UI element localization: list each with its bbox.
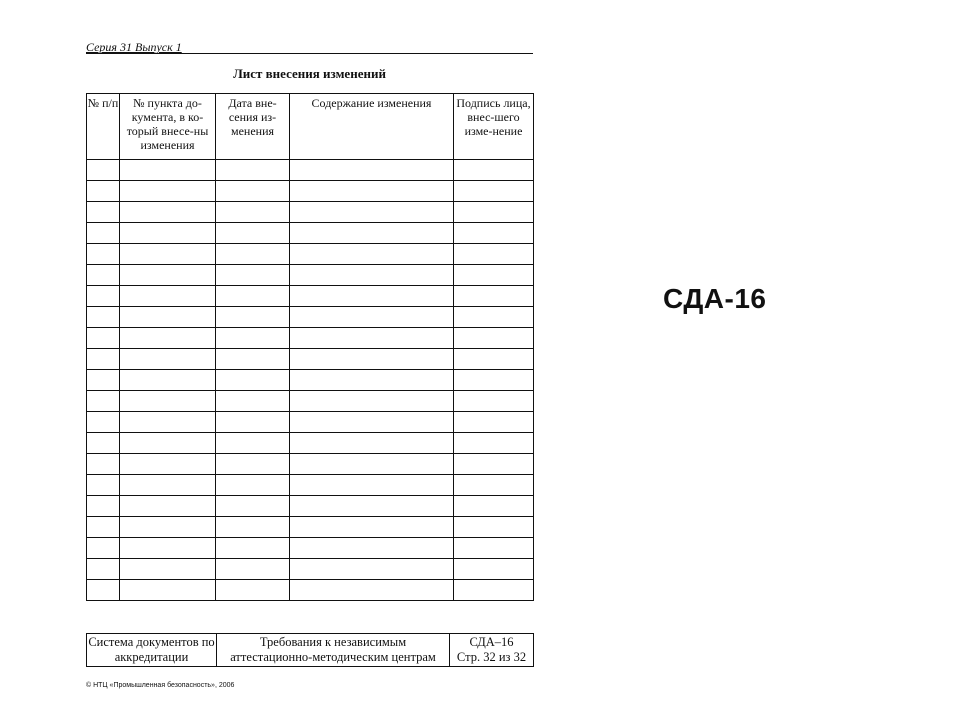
table-cell — [87, 517, 120, 538]
table-cell — [87, 223, 120, 244]
table-row — [87, 370, 534, 391]
table-cell — [454, 181, 534, 202]
table-cell — [87, 412, 120, 433]
table-cell — [120, 307, 216, 328]
table-cell — [87, 202, 120, 223]
table-cell — [454, 454, 534, 475]
table-cell — [87, 160, 120, 181]
table-cell — [120, 454, 216, 475]
table-cell — [120, 538, 216, 559]
table-cell — [454, 370, 534, 391]
copyright: © НТЦ «Промышленная безопасность», 2006 — [86, 682, 235, 689]
table-cell — [216, 559, 290, 580]
table-row — [87, 391, 534, 412]
table-row — [87, 559, 534, 580]
footer-code-cell — [450, 634, 534, 667]
table-cell — [120, 496, 216, 517]
table-cell — [454, 349, 534, 370]
table-header-row — [87, 94, 534, 160]
table-cell — [290, 454, 454, 475]
table-cell — [454, 580, 534, 601]
table-cell — [290, 328, 454, 349]
column-header-content: Содержание изменения — [290, 94, 454, 160]
table-cell — [216, 160, 290, 181]
table-cell — [87, 307, 120, 328]
sheet-title: Лист внесения изменений — [233, 66, 386, 81]
footer-table — [86, 633, 534, 667]
table-cell — [216, 412, 290, 433]
table-row — [87, 307, 534, 328]
footer-system — [87, 634, 217, 667]
series-label: Серия 31 Выпуск 1 — [86, 40, 182, 54]
table-row — [87, 223, 534, 244]
table-cell — [87, 391, 120, 412]
table-cell — [216, 391, 290, 412]
table-cell — [120, 286, 216, 307]
table-cell — [216, 517, 290, 538]
table-row — [87, 202, 534, 223]
table-cell — [120, 265, 216, 286]
table-row — [87, 433, 534, 454]
table-cell — [87, 538, 120, 559]
table-cell — [454, 265, 534, 286]
column-header-date: Дата вне-сения из-менения — [216, 94, 290, 160]
table-row — [87, 412, 534, 433]
table-cell — [87, 433, 120, 454]
table-cell — [87, 181, 120, 202]
table-row — [87, 328, 534, 349]
changes-table — [86, 93, 534, 601]
table-cell — [454, 286, 534, 307]
table-row — [87, 181, 534, 202]
table-cell — [290, 307, 454, 328]
table-cell — [454, 223, 534, 244]
table-cell — [120, 580, 216, 601]
table-cell — [120, 244, 216, 265]
table-cell — [87, 559, 120, 580]
table-cell — [216, 496, 290, 517]
table-cell — [290, 517, 454, 538]
table-cell — [120, 475, 216, 496]
table-cell — [120, 160, 216, 181]
table-cell — [290, 223, 454, 244]
table-cell — [290, 559, 454, 580]
table-cell — [216, 454, 290, 475]
table-row — [87, 244, 534, 265]
footer-page: Стр. 32 из 32 — [456, 650, 527, 664]
table-row — [87, 265, 534, 286]
table-cell — [216, 433, 290, 454]
table-cell — [87, 580, 120, 601]
table-cell — [290, 160, 454, 181]
table-cell — [216, 475, 290, 496]
table-cell — [454, 244, 534, 265]
table-cell — [454, 559, 534, 580]
table-row — [87, 580, 534, 601]
table-cell — [87, 349, 120, 370]
table-cell — [216, 328, 290, 349]
table-cell — [216, 202, 290, 223]
table-row — [87, 517, 534, 538]
table-cell — [454, 391, 534, 412]
table-row — [87, 496, 534, 517]
table-cell — [87, 475, 120, 496]
table-row — [87, 349, 534, 370]
doc-label: СДА-16 — [663, 283, 767, 314]
table-row — [87, 160, 534, 181]
table-cell — [290, 433, 454, 454]
table-cell — [454, 538, 534, 559]
table-cell — [290, 244, 454, 265]
table-cell — [120, 223, 216, 244]
footer-requirements-text: Требования к независимым аттестационно-методическим центрам — [230, 635, 436, 664]
table-cell — [290, 265, 454, 286]
table-cell — [216, 265, 290, 286]
table-cell — [216, 244, 290, 265]
table-cell — [290, 370, 454, 391]
table-cell — [87, 496, 120, 517]
table-cell — [120, 328, 216, 349]
table-cell — [216, 286, 290, 307]
table-cell — [120, 412, 216, 433]
table-cell — [87, 328, 120, 349]
table-cell — [290, 202, 454, 223]
table-cell — [216, 181, 290, 202]
table-cell — [87, 265, 120, 286]
table-cell — [87, 454, 120, 475]
table-cell — [454, 160, 534, 181]
table-cell — [87, 244, 120, 265]
table-cell — [290, 496, 454, 517]
table-cell — [454, 412, 534, 433]
table-cell — [454, 202, 534, 223]
table-cell — [290, 349, 454, 370]
table-row — [87, 538, 534, 559]
table-cell — [120, 517, 216, 538]
table-cell — [120, 349, 216, 370]
table-row — [87, 475, 534, 496]
table-cell — [120, 559, 216, 580]
table-cell — [216, 538, 290, 559]
table-cell — [454, 433, 534, 454]
table-cell — [290, 391, 454, 412]
footer-requirements — [217, 634, 450, 667]
table-row — [87, 286, 534, 307]
table-cell — [454, 328, 534, 349]
footer-code: СДА–16 — [469, 635, 514, 649]
column-header-number: № п/п — [87, 94, 120, 160]
footer-system-text: Система документов по аккредитации — [88, 635, 215, 664]
table-body — [87, 160, 534, 601]
table-cell — [120, 202, 216, 223]
header-rule — [86, 53, 533, 54]
table-cell — [216, 223, 290, 244]
table-cell — [290, 412, 454, 433]
table-cell — [87, 286, 120, 307]
table-cell — [120, 181, 216, 202]
table-cell — [454, 307, 534, 328]
table-cell — [290, 580, 454, 601]
table-cell — [290, 286, 454, 307]
table-row — [87, 454, 534, 475]
table-cell — [216, 370, 290, 391]
table-cell — [120, 433, 216, 454]
table-cell — [454, 517, 534, 538]
column-header-clause: № пункта до-кумента, в ко-торый внесе-ны изменения — [120, 94, 216, 160]
table-cell — [216, 349, 290, 370]
table-cell — [454, 475, 534, 496]
column-header-signature: Подпись лица, внес-шего изме-нение — [454, 94, 534, 160]
table-cell — [87, 370, 120, 391]
table-cell — [290, 181, 454, 202]
table-cell — [290, 475, 454, 496]
table-cell — [454, 496, 534, 517]
table-cell — [120, 370, 216, 391]
table-cell — [290, 538, 454, 559]
table-cell — [216, 307, 290, 328]
table-cell — [120, 391, 216, 412]
table-cell — [216, 580, 290, 601]
